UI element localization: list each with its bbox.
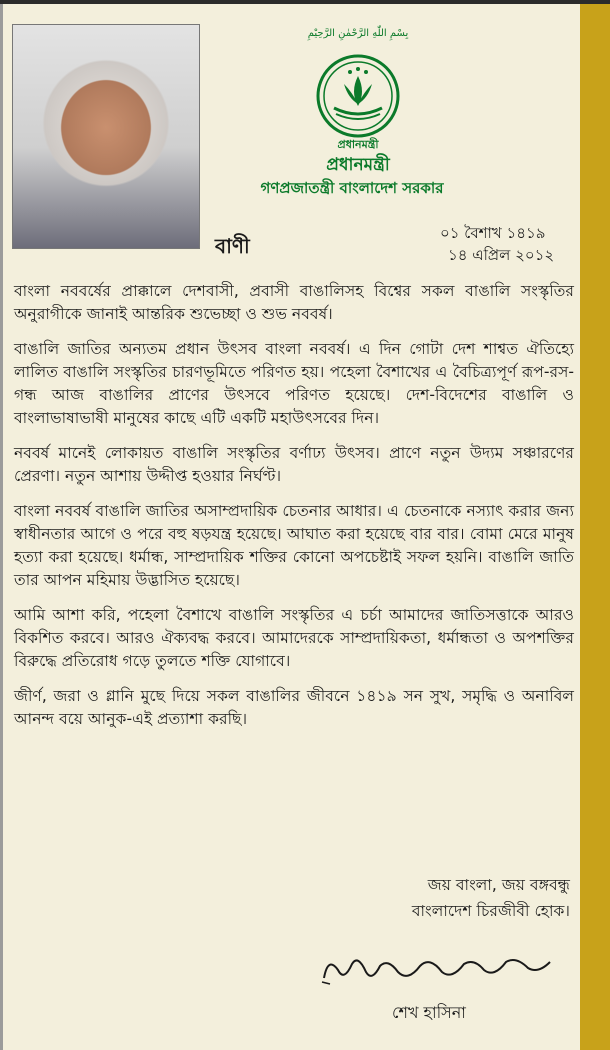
left-border (0, 4, 3, 1050)
prime-minister-title: প্রধানমন্ত্রী (326, 155, 390, 175)
date-gregorian: ১৪ এপ্রিল ২০১২ (448, 246, 555, 264)
closing-block (330, 872, 570, 924)
top-border (0, 0, 610, 4)
gold-side-bar (580, 4, 610, 1050)
paragraph: বাঙালি জাতির অন্যতম প্রধান উৎসব বাংলা নববর্ষ। এ দিন গোটা দেশ শাশ্বত ঐতিহ্যে লালিত বাঙালি সংস্কৃতির চারণভূমিতে পরিণত হয়। পহেলা বৈশাখের এ বৈচিত্র্যপূর্ণ রূপ-রস-গন্ধ আজ বাঙালির প্রাণের উৎসবে পরিণত হয়েছে। দেশ-বিদেশের বাঙালি ও বাংলাভাষাভাষী মানুষের কাছে এটি একটি মহাউৎসবের দিন। (14, 340, 574, 427)
bismillah-text: بِسْمِ اللّٰهِ الرَّحْمٰنِ الرَّحِيْمِ (307, 28, 409, 39)
date-bengali: ০১ বৈশাখ ১৪১৯ (440, 224, 546, 242)
seal-label: প্রধানমন্ত্রী (337, 138, 379, 151)
closing-wish: বাংলাদেশ চিরজীবী হোক। (411, 902, 570, 920)
portrait-photo (12, 24, 200, 249)
handwritten-signature (318, 948, 558, 988)
paragraph: বাংলা নববর্ষ বাঙালি জাতির অসাম্প্রদায়িক চেতনার আধার। এ চেতনাকে নস্যাৎ করার জন্য স্বাধীনতার আগে ও পরে বহু ষড়যন্ত্র হয়েছে। আঘাত করা হয়েছে বার বার। বোমা মেরে মানুষ হত্যা করা হয়েছে। ধর্মান্ধ, সাম্প্রদায়িক শক্তির কোনো অপচেষ্টাই সফল হয়নি। বাঙালি জাতি তার আপন মহিমায় উদ্ভাসিত হয়েছে। (14, 502, 574, 589)
message-label: বাণী (215, 234, 250, 258)
signatory-name: শেখ হাসিনা (392, 1003, 466, 1022)
paragraph: জীর্ণ, জরা ও গ্লানি মুছে দিয়ে সকল বাঙালির জীবনে ১৪১৯ সন সুখ, সমৃদ্ধি ও অনাবিল আনন্দ বয়ে আনুক-এই প্রত্যাশা করছি। (14, 687, 574, 728)
paragraph: বাংলা নববর্ষের প্রাক্কালে দেশবাসী, প্রবাসী বাঙালিসহ বিশ্বের সকল বাঙালি সংস্কৃতির অনুরাগীকে জানাই আন্তরিক শুভেচ্ছা ও শুভ নববর্ষ। (14, 282, 574, 323)
paragraph: আমি আশা করি, পহেলা বৈশাখে বাঙালি সংস্কৃতির এ চর্চা আমাদের জাতিসত্তাকে আরও বিকশিত করবে। আরও ঐক্যবদ্ধ করবে। আমাদেরকে সাম্প্রদায়িকতা, ধর্মান্ধতা ও অপশক্তির বিরুদ্ধে প্রতিরোধ গড়ে তুলতে শক্তি যোগাবে। (14, 606, 574, 670)
message-body (14, 280, 574, 743)
government-subtitle: গণপ্রজাতন্ত্রী বাংলাদেশ সরকার (260, 179, 444, 197)
paragraph: নববর্ষ মানেই লোকায়ত বাঙালি সংস্কৃতির বর্ণাঢ্য উৎসব। প্রাণে নতুন উদ্যম সঞ্চারণের প্রেরণা। নতুন আশায় উদ্দীপ্ত হওয়ার নির্ঘণ্ট। (14, 444, 574, 485)
closing-slogan: জয় বাংলা, জয় বঙ্গবন্ধু (427, 876, 570, 894)
government-seal-emblem (298, 24, 418, 164)
